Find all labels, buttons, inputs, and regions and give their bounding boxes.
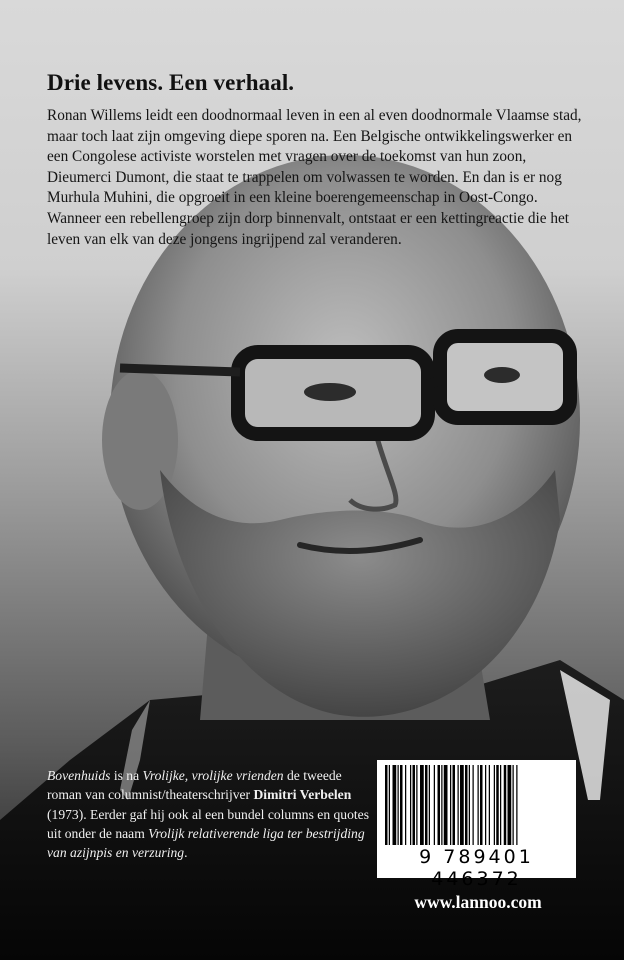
isbn-number: 9 789401 446372 [419, 846, 534, 890]
barcode-bar [385, 765, 388, 845]
barcode-bar [420, 765, 424, 845]
barcode-bar [460, 765, 464, 845]
barcode-bar [489, 765, 490, 845]
barcode-bar [478, 765, 479, 845]
columns-book-title: Vrolijk relativerende liga ter bestrijding van azijnpis en verzuring [47, 825, 365, 861]
bio-text-2: de tweede roman van columnist/theaterschrijver [47, 768, 342, 803]
barcode-bar [469, 765, 470, 845]
barcode-bar [494, 765, 495, 845]
barcode-bar [425, 765, 428, 845]
barcode-bar [416, 765, 417, 845]
barcode-bar [444, 765, 448, 845]
publisher-url: www.lannoo.com [414, 892, 542, 912]
barcode-bar [453, 765, 456, 845]
barcode-bar [513, 765, 514, 845]
author-name: Dimitri Verbelen [253, 787, 352, 803]
bio-text-3: (1973). Eerder gaf hij ook al een bundel columns en quotes uit onder de naam [47, 806, 370, 841]
barcode-bar [413, 765, 416, 845]
barcode-bar [393, 765, 397, 845]
headline: Drie levens. Een verhaal. [47, 70, 295, 95]
barcode [377, 760, 576, 890]
barcode-bar [429, 765, 430, 845]
bio-text-4: . [184, 845, 188, 861]
barcode-bar [500, 765, 501, 845]
barcode-bar [434, 765, 435, 845]
barcode-bar [400, 765, 403, 845]
barcode-bar [398, 765, 399, 845]
barcode-bar [465, 765, 468, 845]
barcode-bar [389, 765, 390, 845]
barcode-bar [504, 765, 507, 845]
barcode-bar [441, 765, 442, 845]
blurb-text: Ronan Willems leidt een doodnormaal leven in een al even doodnormale Vlaamse stad, maar toch laat zijn omgeving diepe sporen na. Een Belgische ontwikkelingswerker en een Congolese activiste worstelen met vragen over de toekomst van hun zoon, Dieumerci Dumont, die staat te trappelen om volwassen te worden. En dan is er nog Murhula Muhini, die opgroeit in een kleine boerengemeenschap in Oost-Congo. Wanneer een rebellengroep zijn dorp binnenvalt, ontstaat er een kettingreactie die het leven van elk van deze jongens ingrijpend zal veranderen. [47, 107, 582, 248]
barcode-bar [450, 765, 451, 845]
barcode-bar [458, 765, 459, 845]
bio-text-1: is na [110, 768, 143, 783]
barcode-bar [473, 765, 474, 845]
barcode-bar [508, 765, 512, 845]
barcode-bar [405, 765, 406, 845]
previous-book-title: Vrolijke, vrolijke vrienden [142, 768, 284, 783]
barcode-bar [485, 765, 486, 845]
barcode-bar [496, 765, 499, 845]
book-title: Bovenhuids [47, 768, 111, 783]
barcode-bars [385, 765, 568, 845]
barcode-bar [516, 765, 517, 845]
barcode-bar [438, 765, 441, 845]
barcode-bar [410, 765, 411, 845]
author-bio [47, 766, 377, 862]
barcode-bar [480, 765, 483, 845]
